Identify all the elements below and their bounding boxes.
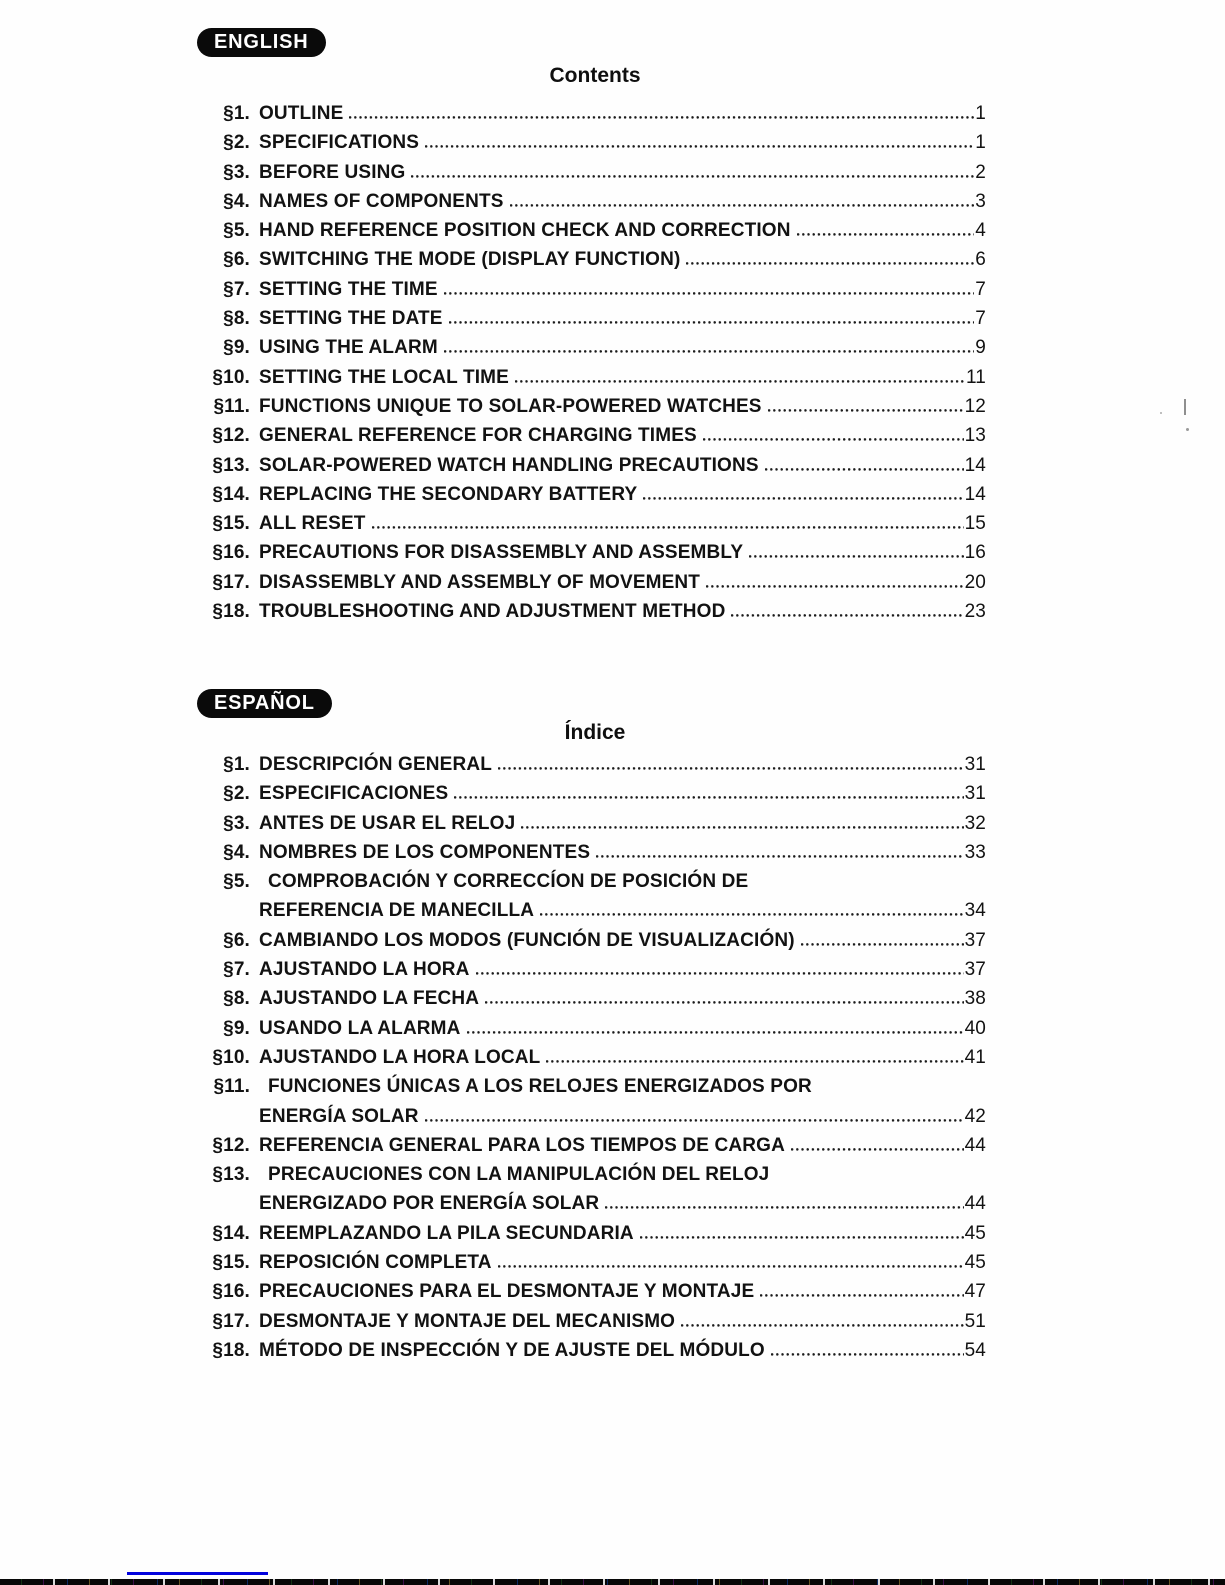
dot-leader [706, 585, 963, 588]
toc-entry-title: AJUSTANDO LA HORA [259, 959, 470, 981]
toc-entry-page: 16 [964, 542, 986, 564]
toc-entry [204, 216, 986, 245]
toc-entry [204, 451, 986, 480]
toc-entry-page: 4 [975, 220, 986, 242]
toc-entry-page: 38 [964, 988, 986, 1010]
toc-entry-title: SETTING THE DATE [259, 308, 443, 330]
dot-leader [515, 380, 965, 383]
dot-leader [703, 438, 964, 441]
toc-entry-page: 11 [965, 366, 986, 388]
toc-entry-number: §12. [212, 1134, 250, 1156]
toc-entry-page: 13 [964, 425, 986, 447]
toc-entry [204, 1160, 986, 1219]
toc-entry-title: REPLACING THE SECONDARY BATTERY [259, 483, 638, 505]
toc-entry [204, 1277, 986, 1306]
toc-entry-page: 9 [975, 337, 986, 359]
dot-leader [749, 555, 963, 558]
toc-entry-title: MÉTODO DE INSPECCIÓN Y DE AJUSTE DEL MÓDULO [259, 1339, 765, 1361]
toc-entry-page: 45 [964, 1252, 986, 1274]
toc-entry-number: §13. [212, 1164, 250, 1186]
dot-leader [640, 1236, 964, 1239]
toc-entry-title: TROUBLESHOOTING AND ADJUSTMENT METHOD [259, 601, 726, 623]
toc-entry-number: §3. [223, 812, 250, 834]
toc-entry-title: NOMBRES DE LOS COMPONENTES [259, 841, 591, 863]
toc-entry-number: §12. [212, 425, 250, 447]
dot-leader [546, 1060, 963, 1063]
toc-entry-title: USANDO LA ALARMA [259, 1017, 461, 1039]
toc-entry-page: 37 [964, 929, 986, 951]
dot-leader [681, 1324, 963, 1327]
toc-entry [204, 187, 986, 216]
toc-entry-title: DISASSEMBLY AND ASSEMBLY OF MOVEMENT [259, 571, 701, 593]
dot-leader [760, 1294, 963, 1297]
toc-entry-number: §11. [213, 395, 250, 417]
toc-entry-page: 42 [964, 1105, 986, 1127]
toc-entry-title: SETTING THE TIME [259, 278, 438, 300]
toc-entry-title: ESPECIFICACIONES [259, 783, 449, 805]
dot-leader [454, 796, 963, 799]
toc-entry-page: 7 [975, 308, 986, 330]
toc-entry-title: REEMPLAZANDO LA PILA SECUNDARIA [259, 1222, 634, 1244]
toc-entry-title: OUTLINE [259, 103, 344, 124]
toc-entry-title: DESMONTAJE Y MONTAJE DEL MECANISMO [259, 1310, 676, 1332]
toc-entry-page: 1 [975, 103, 986, 124]
toc-entry-title: PRECAUCIONES CON LA MANIPULACIÓN DEL RELOJ [268, 1164, 770, 1186]
toc-entry-title: USING THE ALARM [259, 337, 438, 359]
dot-leader [498, 767, 964, 770]
toc-entry-number: §16. [212, 542, 250, 564]
toc-entry-number: §6. [223, 929, 250, 951]
language-badge-english: ENGLISH [197, 28, 326, 57]
toc-entry [204, 99, 986, 128]
toc-entry-number: §3. [223, 161, 250, 183]
toc-entry-body [259, 867, 986, 926]
toc-entry-number: §1. [223, 103, 250, 124]
toc-entry-number: §5. [223, 871, 250, 893]
scan-artifact-tick [1184, 399, 1186, 415]
toc-entry-number: §6. [223, 249, 250, 271]
toc-entry-page: 14 [964, 483, 986, 505]
toc-entry [204, 1131, 986, 1160]
toc-entry [204, 1014, 986, 1043]
toc-entry-title: AJUSTANDO LA HORA LOCAL [259, 1046, 541, 1068]
dot-leader [686, 262, 974, 265]
toc-entry-page: 12 [964, 395, 986, 417]
toc-entry [204, 480, 986, 509]
toc-entry-title: COMPROBACIÓN Y CORRECCÍON DE POSICIÓN DE [268, 871, 749, 893]
toc-entry [204, 955, 986, 984]
dot-leader [498, 1265, 964, 1268]
toc-entry-number: §17. [212, 571, 250, 593]
toc-entry-title: DESCRIPCIÓN GENERAL [259, 754, 492, 775]
contents-heading-english: Contents [549, 64, 641, 87]
toc-entry-number: §9. [223, 337, 250, 359]
toc-entry-title: PRECAUCIONES PARA EL DESMONTAJE Y MONTAJE [259, 1281, 755, 1303]
toc-entry-number: §14. [212, 483, 250, 505]
toc-entry-title: HAND REFERENCE POSITION CHECK AND CORRECTION [259, 220, 791, 242]
toc-entry-title: REPOSICIÓN COMPLETA [259, 1252, 492, 1274]
toc-entry-title-continued: ENERGIZADO POR ENERGÍA SOLAR [259, 1193, 600, 1215]
toc-entry-page: 31 [964, 754, 986, 775]
scan-artifact-dot [1160, 412, 1162, 414]
dot-leader [485, 1001, 963, 1004]
toc-entry-title: SOLAR-POWERED WATCH HANDLING PRECAUTIONS [259, 454, 759, 476]
dot-leader [771, 1353, 964, 1356]
toc-entry-title: ALL RESET [259, 513, 366, 535]
toc-entry-page: 2 [975, 161, 986, 183]
toc-entry-title: CAMBIANDO LOS MODOS (FUNCIÓN DE VISUALIZACIÓN) [259, 929, 795, 951]
toc-entry-title: NAMES OF COMPONENTS [259, 190, 504, 212]
toc-entry-number: §8. [223, 988, 250, 1010]
toc-entry [204, 750, 986, 779]
dot-leader [425, 1119, 964, 1122]
dot-leader [510, 204, 975, 207]
toc-entry-title-continued: REFERENCIA DE MANECILLA [259, 900, 535, 922]
toc-entry-title: REFERENCIA GENERAL PARA LOS TIEMPOS DE CARGA [259, 1134, 785, 1156]
toc-entry-page: 44 [964, 1193, 986, 1215]
toc-entry-page: 6 [975, 249, 986, 271]
toc-entry-page: 23 [964, 601, 986, 623]
toc-entry-page: 51 [964, 1310, 986, 1332]
dot-leader [643, 497, 963, 500]
toc-entry-number: §15. [212, 1252, 250, 1274]
dot-leader [605, 1206, 963, 1209]
toc-entry-body [259, 1072, 986, 1131]
toc-entry-number: §9. [223, 1017, 250, 1039]
toc-entry [204, 509, 986, 538]
toc-entry-page: 15 [964, 513, 986, 535]
dot-leader [349, 116, 974, 119]
toc-list-espanol [204, 750, 986, 1365]
toc-entry-number: §2. [223, 783, 250, 805]
toc-list-english [204, 99, 986, 626]
toc-entry-title: FUNCIONES ÚNICAS A LOS RELOJES ENERGIZADOS POR [268, 1076, 812, 1098]
toc-entry-page: 41 [964, 1046, 986, 1068]
toc-entry [204, 363, 986, 392]
toc-entry-page: 14 [964, 454, 986, 476]
toc-entry [204, 158, 986, 187]
toc-entry [204, 597, 986, 626]
toc-entry-page: 1 [975, 132, 986, 154]
dot-leader [797, 233, 975, 236]
dot-leader [449, 321, 975, 324]
toc-entry-title: AJUSTANDO LA FECHA [259, 988, 480, 1010]
toc-entry-number: §1. [223, 754, 250, 775]
toc-entry-number: §17. [212, 1310, 250, 1332]
footer-blue-underline [127, 1572, 268, 1575]
dot-leader [372, 526, 964, 529]
dot-leader [467, 1031, 964, 1034]
toc-entry-page: 54 [964, 1339, 986, 1361]
toc-entry-number: §15. [212, 513, 250, 535]
contents-heading-espanol: Índice [564, 721, 626, 744]
dot-leader [425, 145, 974, 148]
toc-entry-title: SPECIFICATIONS [259, 132, 420, 154]
toc-entry-title: GENERAL REFERENCE FOR CHARGING TIMES [259, 425, 697, 447]
toc-entry-line2 [259, 896, 986, 925]
dot-leader [444, 292, 975, 295]
dot-leader [411, 175, 974, 178]
dot-leader [768, 409, 964, 412]
toc-entry-number: §13. [212, 454, 250, 476]
dot-leader [476, 972, 964, 975]
toc-entry [204, 867, 986, 926]
dot-leader [540, 913, 963, 916]
dot-leader [801, 943, 964, 946]
toc-entry [204, 809, 986, 838]
toc-entry-number: §10. [212, 1046, 250, 1068]
toc-entry [204, 984, 986, 1013]
toc-entry [204, 333, 986, 362]
toc-entry [204, 926, 986, 955]
toc-entry [204, 128, 986, 157]
toc-entry-number: §10. [212, 366, 250, 388]
toc-entry [204, 538, 986, 567]
toc-entry [204, 392, 986, 421]
toc-entry [204, 245, 986, 274]
toc-entry-page: 33 [964, 841, 986, 863]
dot-leader [731, 614, 963, 617]
toc-entry-page: 31 [964, 783, 986, 805]
toc-entry-number: §14. [212, 1222, 250, 1244]
toc-entry-title: SWITCHING THE MODE (DISPLAY FUNCTION) [259, 249, 681, 271]
toc-entry-number: §11. [213, 1076, 250, 1098]
toc-entry-body [259, 1160, 986, 1219]
toc-entry [204, 1248, 986, 1277]
toc-entry-number: §4. [223, 841, 250, 863]
toc-entry-page: 47 [964, 1281, 986, 1303]
toc-entry-title: FUNCTIONS UNIQUE TO SOLAR-POWERED WATCHES [259, 395, 762, 417]
toc-entry-page: 44 [964, 1134, 986, 1156]
language-badge-espanol: ESPAÑOL [197, 689, 332, 718]
toc-entry-line2 [259, 1102, 986, 1131]
toc-entry-page: 7 [975, 278, 986, 300]
toc-entry-page: 45 [964, 1222, 986, 1244]
scan-artifact-dot [1186, 428, 1189, 431]
toc-entry-number: §8. [223, 308, 250, 330]
toc-entry-page: 3 [975, 190, 986, 212]
toc-entry-number: §2. [223, 132, 250, 154]
dot-leader [444, 350, 974, 353]
toc-entry [204, 304, 986, 333]
toc-entry-number: §5. [223, 220, 250, 242]
toc-entry [204, 1336, 986, 1365]
toc-entry [204, 1072, 986, 1131]
toc-entry-number: §18. [212, 1339, 250, 1361]
toc-entry-line2 [259, 1189, 986, 1218]
toc-entry [204, 1043, 986, 1072]
toc-entry-number: §18. [212, 601, 250, 623]
toc-entry [204, 1219, 986, 1248]
toc-entry-number: §7. [223, 959, 250, 981]
dot-leader [791, 1148, 964, 1151]
toc-entry [204, 838, 986, 867]
toc-entry-page: 20 [964, 571, 986, 593]
toc-entry-title: BEFORE USING [259, 161, 406, 183]
toc-entry [204, 275, 986, 304]
toc-entry-title: SETTING THE LOCAL TIME [259, 366, 509, 388]
toc-entry-number: §4. [223, 190, 250, 212]
toc-entry [204, 779, 986, 808]
scan-page-edge [0, 1579, 1225, 1585]
toc-entry-page: 34 [964, 900, 986, 922]
toc-entry-page: 32 [964, 812, 986, 834]
toc-entry-number: §7. [223, 278, 250, 300]
toc-entry-page: 40 [964, 1017, 986, 1039]
toc-entry [204, 1307, 986, 1336]
dot-leader [765, 468, 964, 471]
toc-entry-title: PRECAUTIONS FOR DISASSEMBLY AND ASSEMBLY [259, 542, 744, 564]
toc-entry-number: §16. [212, 1281, 250, 1303]
toc-entry-page: 37 [964, 959, 986, 981]
toc-entry [204, 421, 986, 450]
toc-entry [204, 568, 986, 597]
toc-entry-title: ANTES DE USAR EL RELOJ [259, 812, 516, 834]
dot-leader [521, 826, 963, 829]
dot-leader [596, 855, 963, 858]
toc-entry-title-continued: ENERGÍA SOLAR [259, 1105, 419, 1127]
